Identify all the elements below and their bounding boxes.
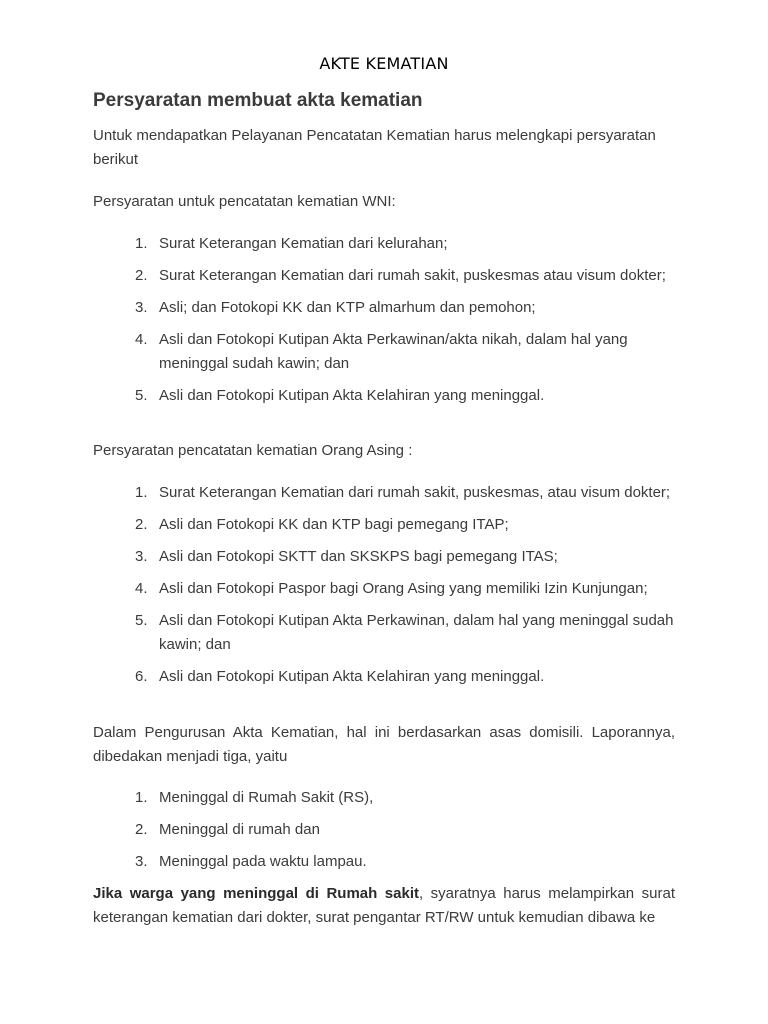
asing-requirements-list bbox=[93, 481, 675, 697]
list-item: 5. Asli dan Fotokopi Kutipan Akta Perkawinan, dalam hal yang meninggal sudah kawin; dan bbox=[135, 612, 674, 653]
list-item: 2. Meninggal di rumah dan bbox=[135, 821, 320, 838]
domisili-paragraph: Dalam Pengurusan Akta Kematian, hal ini berdasarkan asas domisili. Laporannya, dibedakan menjadi tiga, yaitu bbox=[93, 724, 675, 765]
section-heading: Persyaratan membuat akta kematian bbox=[93, 90, 423, 111]
rumah-sakit-text: , syaratnya harus melampirkan surat keterangan kematian dari dokter, surat pengantar RT/RW untuk kemudian dibawa ke bbox=[93, 885, 675, 926]
list-item: 1. Surat Keterangan Kematian dari rumah sakit, puskesmas, atau visum dokter; bbox=[135, 484, 671, 501]
wni-requirements-list bbox=[93, 232, 675, 416]
list-item: 3. Meninggal pada waktu lampau. bbox=[135, 853, 367, 870]
wni-requirements-label: Persyaratan untuk pencatatan kematian WNI: bbox=[93, 193, 396, 210]
list-item: 3. Asli dan Fotokopi SKTT dan SKSKPS bagi pemegang ITAS; bbox=[135, 548, 558, 565]
list-item: 2. Surat Keterangan Kematian dari rumah sakit, puskesmas atau visum dokter; bbox=[135, 267, 666, 284]
list-item: 1. Surat Keterangan Kematian dari kelurahan; bbox=[135, 235, 448, 252]
list-item: 5. Asli dan Fotokopi Kutipan Akta Kelahiran yang meninggal. bbox=[135, 386, 545, 404]
asing-requirements-label: Persyaratan pencatatan kematian Orang Asing : bbox=[93, 442, 413, 459]
domisili-list bbox=[93, 786, 675, 882]
list-item: 1. Meninggal di Rumah Sakit (RS), bbox=[135, 789, 374, 806]
list-item: 2. Asli dan Fotokopi KK dan KTP bagi pemegang ITAP; bbox=[135, 516, 509, 533]
rumah-sakit-paragraph bbox=[93, 882, 675, 929]
list-item: 4. Asli dan Fotokopi Paspor bagi Orang Asing yang memiliki Izin Kunjungan; bbox=[135, 580, 648, 597]
intro-paragraph: Untuk mendapatkan Pelayanan Pencatatan Kematian harus melengkapi persyaratan berikut bbox=[93, 127, 656, 168]
list-item: 6. Asli dan Fotokopi Kutipan Akta Kelahiran yang meninggal. bbox=[135, 667, 545, 685]
rumah-sakit-emphasis: Jika warga yang meninggal di Rumah sakit bbox=[93, 885, 419, 902]
document-title: AKTE KEMATIAN bbox=[319, 54, 449, 73]
list-item: 3. Asli; dan Fotokopi KK dan KTP almarhum dan pemohon; bbox=[135, 299, 536, 316]
list-item: 4. Asli dan Fotokopi Kutipan Akta Perkawinan/akta nikah, dalam hal yang meninggal sudah kawin; dan bbox=[135, 331, 628, 372]
